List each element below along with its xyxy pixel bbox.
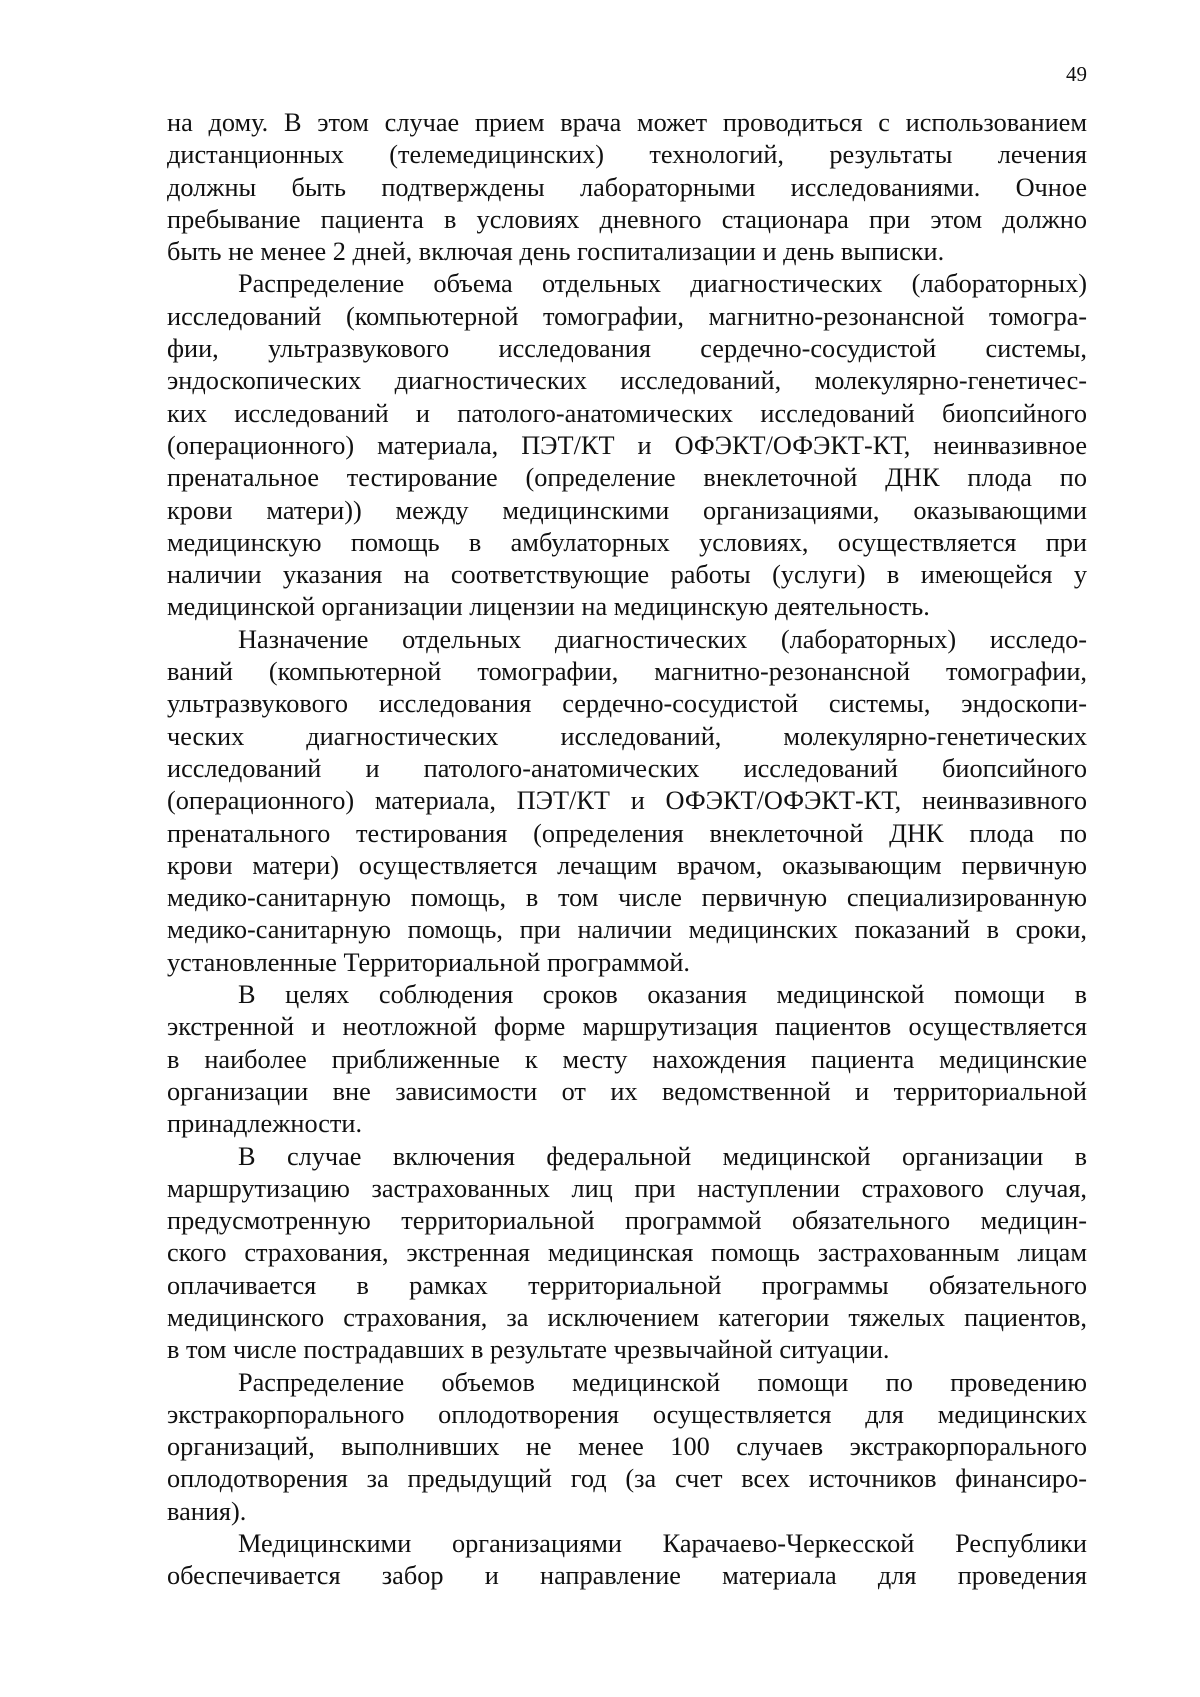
paragraph-line: ких исследований и патолого-анатомических исследований биопсийного (167, 398, 1087, 428)
paragraph-line: В случае включения федеральной медицинской организации в (238, 1141, 1087, 1171)
paragraph-line: (операционного) материала, ПЭТ/КТ и ОФЭКТ/ОФЭКТ-КТ, неинвазивного (167, 786, 1087, 816)
paragraph-line: экстренной и неотложной форме маршрутизация пациентов осуществляется (167, 1012, 1087, 1042)
paragraph-line: организаций, выполнивших не менее 100 случаев экстракорпорального (167, 1432, 1087, 1462)
paragraph-line: установленные Территориальной программой. (167, 947, 691, 977)
paragraph-line: ческих диагностических исследований, молекулярно-генетических (167, 721, 1087, 751)
paragraph-line: медицинскую помощь в амбулаторных условиях, осуществляется при (167, 527, 1087, 557)
paragraph-line: должны быть подтверждены лабораторными исследованиями. Очное (167, 172, 1087, 202)
paragraph-line: крови матери)) между медицинскими организациями, оказывающими (167, 495, 1087, 525)
paragraph-line: исследований и патолого-анатомических исследований биопсийного (167, 753, 1087, 783)
paragraph-line: медико-санитарную помощь, при наличии медицинских показаний в сроки, (167, 915, 1087, 945)
paragraph-line: оплодотворения за предыдущий год (за счет всех источников финансиро- (167, 1464, 1087, 1494)
paragraph-line: медико-санитарную помощь, в том числе первичную специализированную (167, 883, 1087, 913)
paragraph-line: пренатального тестирования (определения внеклеточной ДНК плода по (167, 818, 1087, 848)
paragraph-line: В целях соблюдения сроков оказания медицинской помощи в (238, 980, 1087, 1010)
paragraph-line: быть не менее 2 дней, включая день госпитализации и день выписки. (167, 237, 945, 267)
paragraph-line: предусмотренную территориальной программой обязательного медицин- (167, 1206, 1087, 1236)
paragraph-line: фии, ультразвукового исследования сердечно-сосудистой системы, (167, 334, 1087, 364)
paragraph-line: в том числе пострадавших в результате чрезвычайной ситуации. (167, 1335, 890, 1365)
paragraph-line: медицинского страхования, за исключением категории тяжелых пациентов, (167, 1302, 1087, 1332)
paragraph-line: вания). (167, 1496, 247, 1526)
page-number: 49 (1066, 62, 1087, 86)
paragraph-line: наличии указания на соответствующие работы (услуги) в имеющейся у (167, 560, 1087, 590)
paragraph-line: пренатальное тестирование (определение внеклеточной ДНК плода по (167, 463, 1087, 493)
paragraph-line: ваний (компьютерной томографии, магнитно-резонансной томографии, (167, 657, 1087, 687)
paragraph-line: принадлежности. (167, 1109, 363, 1139)
paragraph-line: медицинской организации лицензии на медицинскую деятельность. (167, 592, 930, 622)
paragraph-line: (операционного) материала, ПЭТ/КТ и ОФЭКТ/ОФЭКТ-КТ, неинвазивное (167, 430, 1087, 460)
paragraph-line: крови матери) осуществляется лечащим врачом, оказывающим первичную (167, 850, 1087, 880)
document-body (167, 107, 1087, 1593)
paragraph-line: Медицинскими организациями Карачаево-Черкесской Республики (238, 1529, 1087, 1559)
paragraph-line: дистанционных (телемедицинских) технологий, результаты лечения (167, 140, 1087, 170)
paragraph-line: обеспечивается забор и направление материала для проведения (167, 1561, 1087, 1591)
paragraph-line: Распределение объема отдельных диагностических (лабораторных) (238, 269, 1087, 299)
paragraph-line: Назначение отдельных диагностических (лабораторных) исследо- (238, 624, 1087, 654)
paragraph-line: маршрутизацию застрахованных лиц при наступлении страхового случая, (167, 1173, 1087, 1203)
paragraph-line: эндоскопических диагностических исследований, молекулярно-генетичес- (167, 366, 1087, 396)
paragraph-line: в наиболее приближенные к месту нахождения пациента медицинские (167, 1044, 1087, 1074)
paragraph-line: Распределение объемов медицинской помощи по проведению (238, 1367, 1087, 1397)
paragraph-line: организации вне зависимости от их ведомственной и территориальной (167, 1076, 1087, 1106)
paragraph-line: ского страхования, экстренная медицинская помощь застрахованным лицам (167, 1238, 1087, 1268)
paragraph-line: оплачивается в рамках территориальной программы обязательного (167, 1270, 1087, 1300)
paragraph-line: на дому. В этом случае прием врача может проводиться с использованием (167, 108, 1087, 137)
paragraph-line: ультразвукового исследования сердечно-сосудистой системы, эндоскопи- (167, 689, 1087, 719)
paragraph-line: пребывание пациента в условиях дневного стационара при этом должно (167, 204, 1087, 234)
paragraph-line: экстракорпорального оплодотворения осуществляется для медицинских (167, 1399, 1087, 1429)
paragraph-line: исследований (компьютерной томографии, магнитно-резонансной томогра- (167, 301, 1087, 331)
